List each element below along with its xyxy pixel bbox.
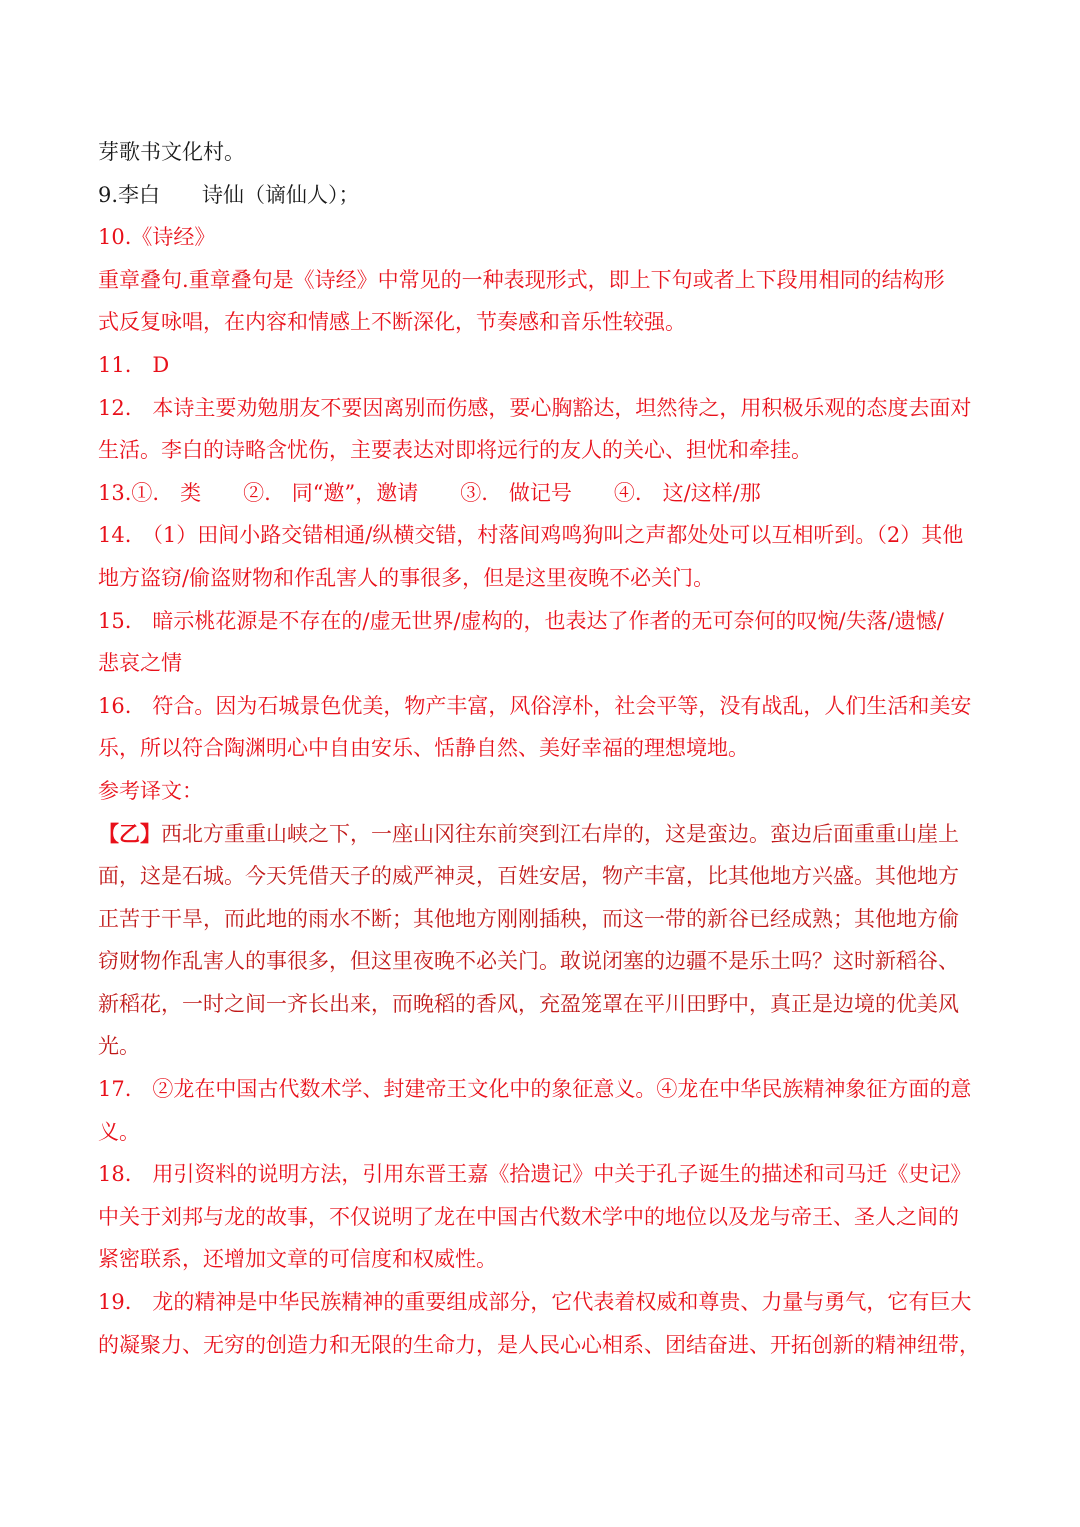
answer-14: 14. （1）田间小路交错相通/纵横交错，村落间鸡鸣狗叫之声都处处可以互相听到。（2）其他 [98, 523, 964, 548]
answer-18-line-3: 紧密联系，还增加文章的可信度和权威性。 [98, 1247, 497, 1272]
translation-line-2: 面，这是石城。今天凭借天子的威严神灵，百姓安居，物产丰富，比其他地方兴盛。其他地方 [98, 864, 959, 889]
document-page [98, 131, 984, 1366]
answer-12-line-2: 生活。李白的诗略含忧伤，主要表达对即将远行的友人的关心、担忧和牵挂。 [98, 438, 812, 463]
answer-14-line-2: 地方盗窃/偷盗财物和作乱害人的事很多，但是这里夜晚不必关门。 [98, 565, 715, 590]
answer-18-line-2: 中关于刘邦与龙的故事，不仅说明了龙在中国古代数术学中的地位以及龙与帝王、圣人之间的 [98, 1204, 959, 1229]
answer-10-line-2: 重章叠句.重章叠句是《诗经》中常见的一种表现形式，即上下句或者上下段用相同的结构形 [98, 267, 945, 292]
translation-line-3: 正苦于干旱，而此地的雨水不断；其他地方刚刚插秧，而这一带的新谷已经成熟；其他地方偷 [98, 906, 959, 931]
answer-11: 11. D [98, 352, 170, 377]
answer-15-line-2: 悲哀之情 [98, 651, 182, 676]
translation-line-6: 光。 [98, 1034, 140, 1059]
translation-line-4: 窃财物作乱害人的事很多，但这里夜晚不必关门。敢说闭塞的边疆不是乐土吗？这时新稻谷、 [98, 949, 959, 974]
answer-12: 12. 本诗主要劝勉朋友不要因离别而伤感，要心胸豁达，坦然待之，用积极乐观的态度去面对 [98, 395, 972, 420]
answer-16-line-2: 乐，所以符合陶渊明心中自由安乐、恬静自然、美好幸福的理想境地。 [98, 736, 749, 761]
text-line-1: 芽歌书文化村。 [98, 140, 245, 164]
answer-17-line-2: 义。 [98, 1119, 140, 1144]
answer-10-line-3: 式反复咏唱，在内容和情感上不断深化，节奏感和音乐性较强。 [98, 310, 686, 335]
translation-line-1-text: 西北方重重山峡之下，一座山冈往东前突到江右岸的，这是蛮边。蛮边后面重重山崖上 [161, 821, 959, 846]
answer-16: 16. 符合。因为石城景色优美，物产丰富，风俗淳朴，社会平等，没有战乱，人们生活和美安 [98, 693, 972, 718]
translation-marker: 【乙】 [98, 820, 161, 846]
answer-10: 10.《诗经》 [98, 225, 216, 250]
translation-line-1 [98, 813, 984, 856]
answer-15: 15. 暗示桃花源是不存在的/虚无世界/虚构的，也表达了作者的无可奈何的叹惋/失落/遗憾/ [98, 608, 944, 633]
answer-18: 18. 用引资料的说明方法，引用东晋王嘉《拾遗记》中关于孔子诞生的描述和司马迁《史记》 [98, 1162, 972, 1187]
answer-19: 19. 龙的精神是中华民族精神的重要组成部分，它代表着权威和尊贵、力量与勇气，它有巨大 [98, 1290, 972, 1315]
answer-9: 9.李白 诗仙（谪仙人）； [98, 182, 360, 207]
answer-17: 17. ②龙在中国古代数术学、封建帝王文化中的象征意义。④龙在中华民族精神象征方面的意 [98, 1077, 972, 1102]
answer-19-line-2: 的凝聚力、无穷的创造力和无限的生命力，是人民心心相系、团结奋进、开拓创新的精神纽带， [98, 1332, 980, 1357]
translation-heading: 参考译文： [98, 778, 203, 803]
answer-13: 13.①. 类 ②. 同“邀”，邀请 ③. 做记号 ④. 这/这样/那 [98, 480, 761, 505]
translation-line-5: 新稻花，一时之间一齐长出来，而晚稻的香风，充盈笼罩在平川田野中，真正是边境的优美风 [98, 991, 959, 1016]
